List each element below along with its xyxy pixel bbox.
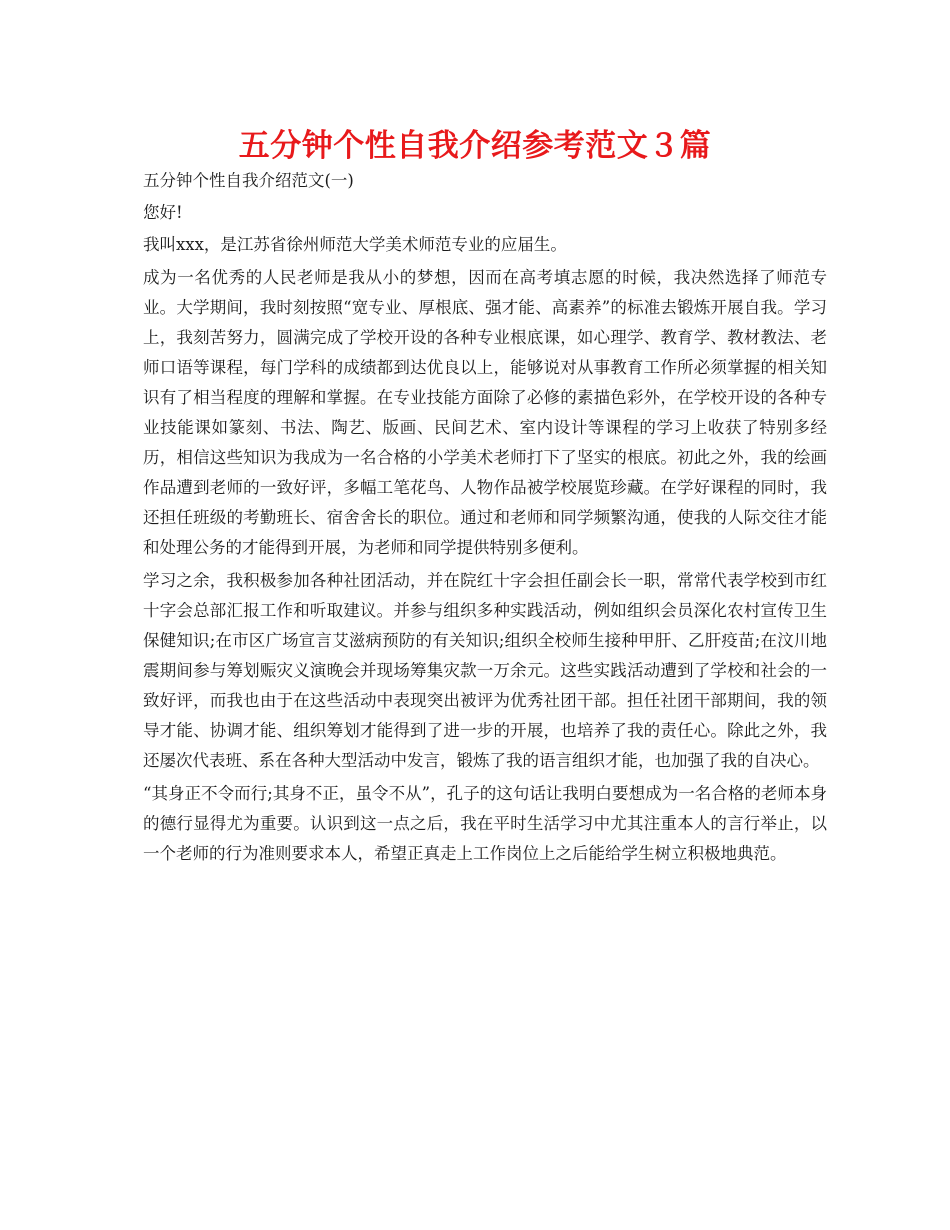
greeting-line: 您好! [143,203,183,222]
section-subtitle: 五分钟个性自我介绍范文(一) [143,171,354,190]
paragraph-intro: 我叫xxx，是江苏省徐州师范大学美术师范专业的应届生。 [143,235,567,254]
paragraph-study: 成为一名优秀的人民老师是我从小的梦想，因而在高考填志愿的时候，我决然选择了师范专业。大学期间，我时刻按照“宽专业、厚根底、强才能、高素养”的标准去锻炼开展自我。学习上，我刻苦努力，圆满完成了学校开设的各种专业根底课，如心理学、教育学、教材教法、老师口语等课程，每门学科的成绩都到达优良以上，能够说对从事教育工作所必须掌握的相关知识有了相当程度的理解和掌握。在专业技能方面除了必修的素描色彩外，在学校开设的各种专业技能课如篆刻、书法、陶艺、版画、民间艺术、室内设计等课程的学习上收获了特别多经历，相信这些知识为我成为一名合格的小学美术老师打下了坚实的根底。初此之外，我的绘画作品遭到老师的一致好评，多幅工笔花鸟、人物作品被学校展览珍藏。在学好课程的同时，我还担任班级的考勤班长、宿舍舍长的职位。通过和老师和同学频繁沟通，使我的人际交往才能和处理公务的才能得到开展，为老师和同学提供特别多便利。 [143,268,827,557]
document-body [143,166,827,872]
paragraph-activities: 学习之余，我积极参加各种社团活动，并在院红十字会担任副会长一职，常常代表学校到市红十字会总部汇报工作和听取建议。并参与组织多种实践活动，例如组织会员深化农村宣传卫生保健知识;在市区广场宣言艾滋病预防的有关知识;组织全校师生接种甲肝、乙肝疫苗;在汶川地震期间参与筹划赈灾义演晚会并现场筹集灾款一万余元。这些实践活动遭到了学校和社会的一致好评，而我也由于在这些活动中表现突出被评为优秀社团干部。担任社团干部期间，我的领导才能、协调才能、组织筹划才能得到了进一步的开展，也培养了我的责任心。除此之外，我还屡次代表班、系在各种大型活动中发言，锻炼了我的语言组织才能，也加强了我的自决心。 [143,571,827,770]
paragraph-character: “其身正不令而行;其身不正，虽令不从”，孔子的这句话让我明白要想成为一名合格的老师本身的德行显得尤为重要。认识到这一点之后，我在平时生活学习中尤其注重本人的言行举止，以一个老师的行为准则要求本人，希望正真走上工作岗位上之后能给学生树立积极地典范。 [143,784,827,863]
document-title: 五分钟个性自我介绍参考范文３篇 [238,128,712,164]
